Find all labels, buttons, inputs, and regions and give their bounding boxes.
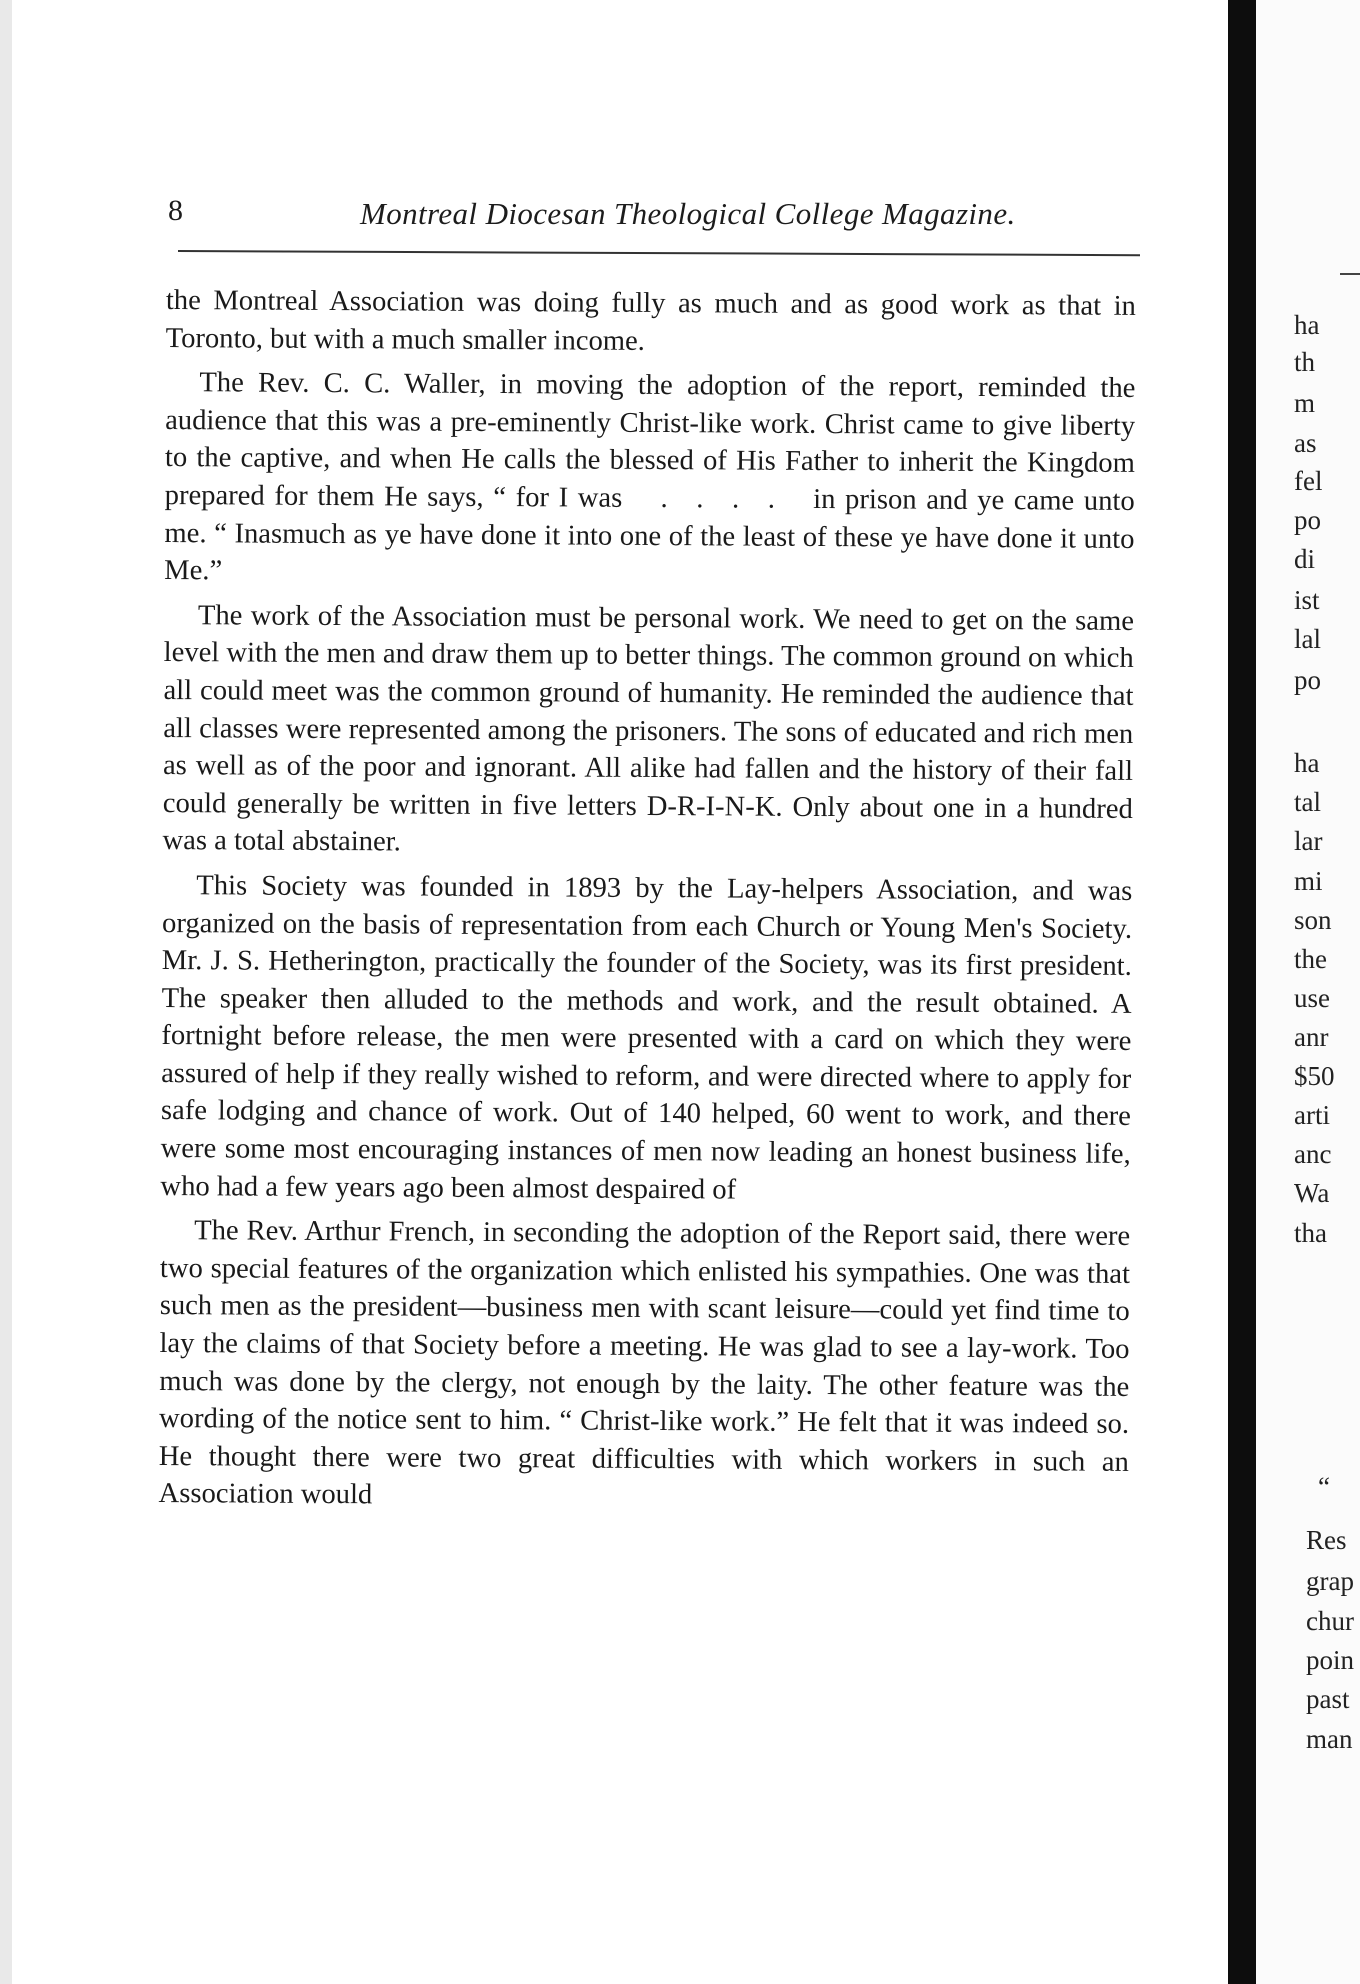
facing-page-fragment: lal [1294, 624, 1321, 654]
paragraph: The Rev. C. C. Waller, in moving the adoption of the report, reminded the audience that this was a pre-eminently Christ-like work. Christ came to give liberty to the captive, and when He calls the blessed of His Father to inherit the Kingdom prepared for them He says, “ for I was . . . . in prison and ye came unto me. “ Inasmuch as ye have done it into one of the least of these ye have done it unto Me.” [164, 367, 1136, 587]
facing-page-fragment: use [1294, 983, 1330, 1013]
paragraph: The Rev. Arthur French, in seconding the adoption of the Report said, there were two special features of the organization which enlisted his sympathies. One was that such men as the president—business men with scant leisure—could yet find time to lay the claims of that Society before a meeting. He was glad to see a lay-work. Too much was done by the clergy, not enough by the laity. The other feature was the wording of the notice sent to him. “ Christ-like work.” He felt that it was indeed so. He thought there were two great difficulties with which workers in such an Association would [158, 1215, 1131, 1511]
facing-page-fragment: po [1294, 665, 1321, 695]
header-rule [178, 250, 1140, 256]
facing-page-fragment: tal [1294, 787, 1321, 817]
facing-page-fragment: man [1306, 1724, 1353, 1754]
paragraph: the Montreal Association was doing fully as much and as good work as that in Toronto, but with a much smaller income. [165, 284, 1136, 357]
facing-page-fragment: th [1294, 347, 1316, 377]
book-gutter [1228, 0, 1256, 1984]
facing-page-fragment: di [1294, 544, 1316, 574]
facing-page-fragment: anr [1294, 1022, 1329, 1052]
facing-page-fragment: arti [1294, 1100, 1330, 1130]
facing-page-fragment: son [1294, 905, 1332, 935]
facing-page-fragment: chur [1306, 1606, 1354, 1636]
facing-page-fragment: anc [1294, 1139, 1332, 1169]
facing-page-fragment: ha [1294, 310, 1320, 340]
facing-page-rule [1340, 273, 1360, 275]
paragraph: The work of the Association must be personal work. We need to get on the same level with the men and draw them up to better things. The common ground on which all could meet was the common ground of humanity. He reminded the audience that all classes were represented among the prisoners. The sons of educated and rich men as well as of the poor and ignorant. All alike had fallen and the history of their fall could generally be written in five letters D-R-I-N-K. Only about one in a hundred was a total abstainer. [162, 599, 1135, 858]
facing-page-fragment: Wa [1294, 1178, 1330, 1208]
facing-page-fragment: the [1294, 944, 1327, 974]
facing-page-fragment: mi [1294, 866, 1323, 896]
facing-page-fragment: Res [1306, 1525, 1347, 1555]
facing-page-fragment: lar [1294, 826, 1323, 856]
facing-page-fragment: $50 [1294, 1061, 1335, 1091]
page-number: 8 [168, 194, 183, 227]
facing-page-fragment: “ [1318, 1472, 1330, 1502]
facing-page-fragment: as [1294, 428, 1317, 458]
facing-page-fragment: tha [1294, 1218, 1327, 1248]
facing-page-fragment: ist [1294, 585, 1320, 615]
running-title: Montreal Diocesan Theological College Magazine. [360, 196, 1016, 231]
facing-page-fragment: m [1294, 388, 1316, 418]
facing-page [1256, 0, 1360, 1984]
facing-page-fragment: ha [1294, 748, 1320, 778]
facing-page-fragment: past [1306, 1684, 1350, 1714]
facing-page-fragment: po [1294, 505, 1321, 535]
article-body [158, 282, 1136, 1526]
facing-page-fragment: fel [1294, 466, 1323, 496]
facing-page-fragment: poin [1306, 1645, 1355, 1675]
page-header [150, 180, 1150, 240]
facing-page-fragment: grap [1306, 1566, 1354, 1596]
paragraph: This Society was founded in 1893 by the Lay-helpers Association, and was organized on the basis of representation from each Church or Young Men's Society. Mr. J. S. Hetherington, practically the founder of the Society, was its first president. The speaker then alluded to the methods and work, and the result obtained. A fortnight before release, the men were presented with a card on which they were assured of help if they really wished to reform, and were directed where to apply for safe lodging and chance of work. Out of 140 helped, 60 went to work, and there were some most encouraging instances of men now leading an honest business life, who had a few years ago been almost despaired of [160, 870, 1133, 1206]
